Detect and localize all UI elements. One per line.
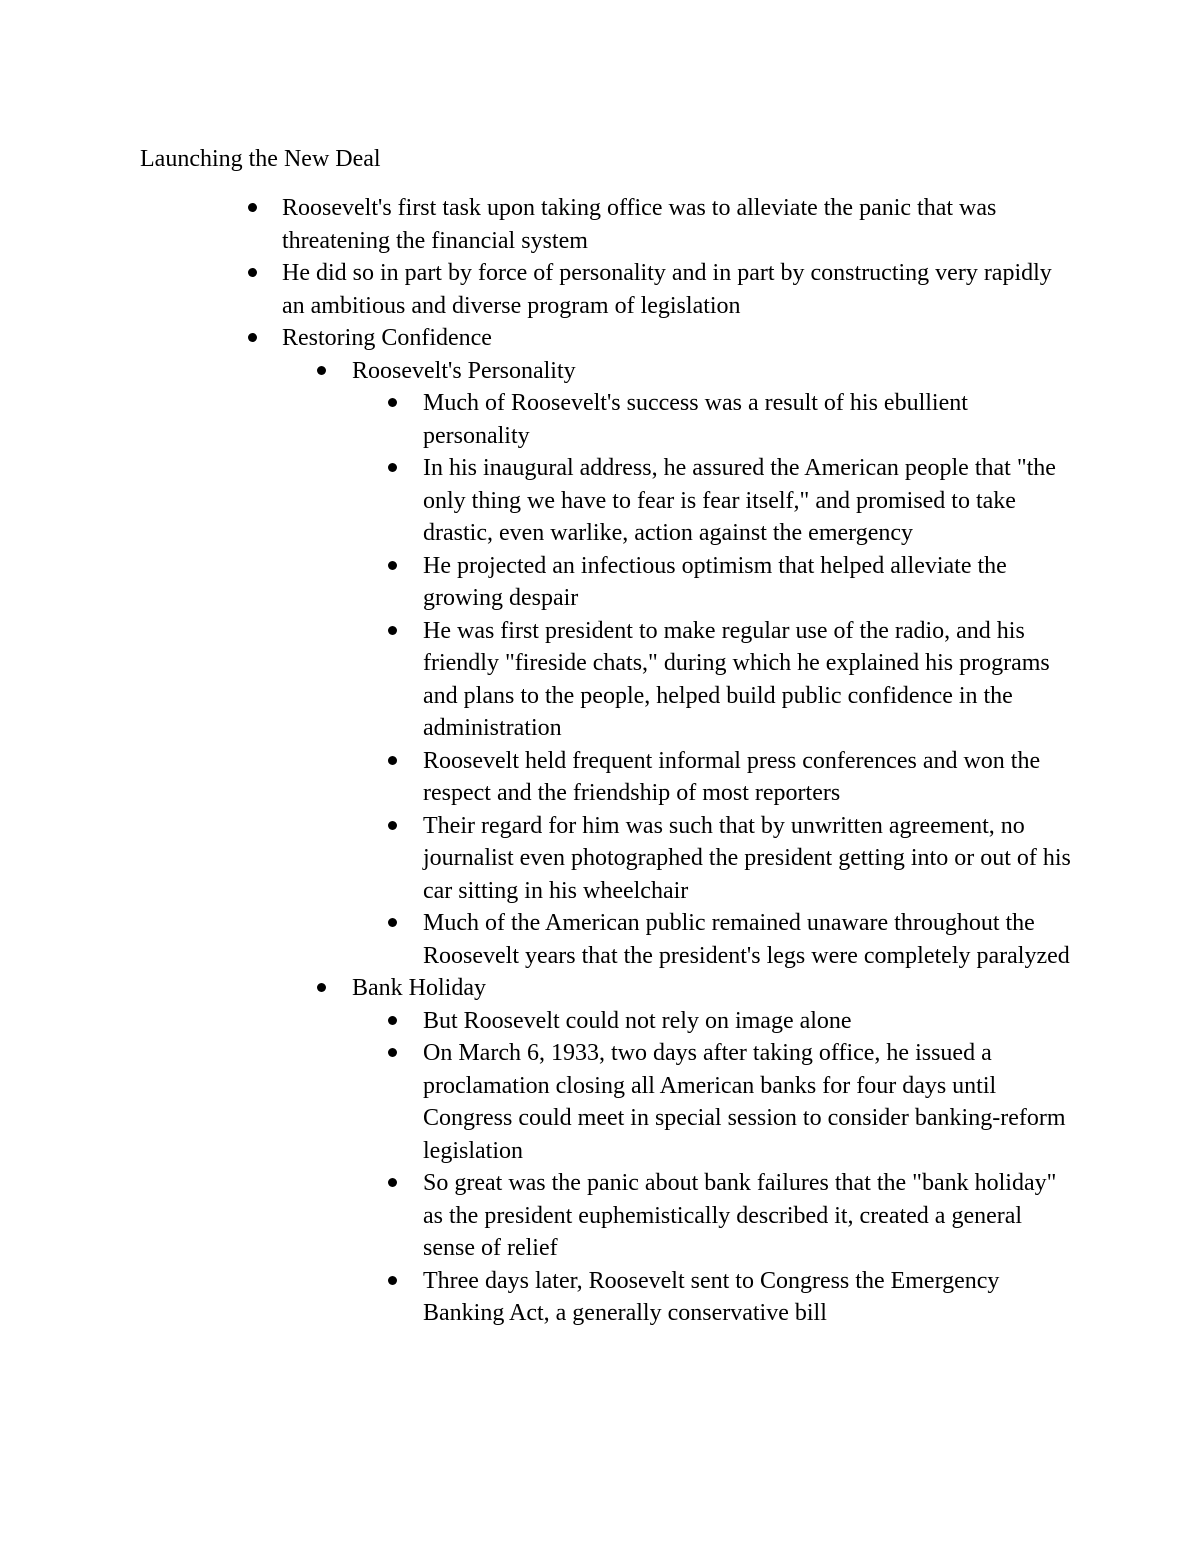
list-item-text: He projected an infectious optimism that helped alleviate the growing despair [423,552,1007,611]
bullet-icon [317,972,329,1005]
bullet-icon [388,1265,400,1298]
list-item-text: He was first president to make regular use of the radio, and his friendly "fireside chats," during which he explained his programs and plans to the people, helped build public confidence in the administration [423,617,1050,741]
bullet-icon [388,810,400,843]
section-heading-text: Bank Holiday [352,975,486,1001]
list-item-text: Their regard for him was such that by unwritten agreement, no journalist even photographed the president getting into or out of his car sitting in his wheelchair [423,812,1071,904]
bullet-icon [248,322,260,355]
bullet-icon [248,192,260,225]
list-item-text: Restoring Confidence [282,325,492,351]
outline-level-3 [423,1005,1072,1330]
bullet-icon [388,1037,400,1070]
bullet-icon [388,907,400,940]
section-heading-item [352,972,1072,1330]
bullet-icon [388,550,400,583]
list-item-text: Much of the American public remained unaware throughout the Roosevelt years that the president's legs were completely paralyzed [423,910,1070,969]
list-item [423,1005,1072,1038]
list-item-text: But Roosevelt could not rely on image alone [423,1007,852,1034]
list-item [423,745,1072,810]
list-item [282,322,1072,1330]
bullet-icon [388,615,400,648]
list-item [423,615,1072,745]
outline-level-1 [282,192,1072,1330]
outline-level-2 [352,355,1072,1330]
list-item [423,452,1072,550]
list-item-text: He did so in part by force of personality and in part by constructing very rapidly an ambitious and diverse program of legislation [282,260,1052,319]
bullet-icon [388,1167,400,1200]
list-item-text: So great was the panic about bank failures that the "bank holiday" as the president euphemistically described it, created a general sense of relief [423,1170,1057,1261]
bullet-icon [388,452,400,485]
bullet-icon [388,1005,400,1038]
section-heading-text: Roosevelt's Personality [352,357,576,384]
list-item-text: Three days later, Roosevelt sent to Congress the Emergency Banking Act, a generally conservative bill [423,1267,1000,1326]
list-item-text: On March 6, 1933, two days after taking office, he issued a proclamation closing all American banks for four days until Congress could meet in special session to consider banking-reform legislation [423,1040,1066,1164]
document-title: Launching the New Deal [140,146,381,172]
bullet-icon [317,355,329,388]
list-item [282,257,1072,322]
outline-level-3 [423,387,1072,972]
list-item-text: Much of Roosevelt's success was a result of his ebullient personality [423,390,968,449]
list-item [423,810,1072,908]
list-item-text: In his inaugural address, he assured the American people that "the only thing we have to fear is fear itself," and promised to take drastic, even warlike, action against the emergency [423,455,1056,546]
list-item-text: Roosevelt held frequent informal press conferences and won the respect and the friendship of most reporters [423,747,1041,806]
bullet-icon [248,257,260,290]
list-item [423,387,1072,452]
list-item [282,192,1072,257]
bullet-icon [388,745,400,778]
list-item [423,1037,1072,1167]
list-item [423,550,1072,615]
list-item [423,1265,1072,1330]
list-item-text: Roosevelt's first task upon taking office was to alleviate the panic that was threatening the financial system [282,195,997,254]
section-heading-item [352,355,1072,973]
bullet-icon [388,387,400,420]
list-item [423,907,1072,972]
list-item [423,1167,1072,1265]
